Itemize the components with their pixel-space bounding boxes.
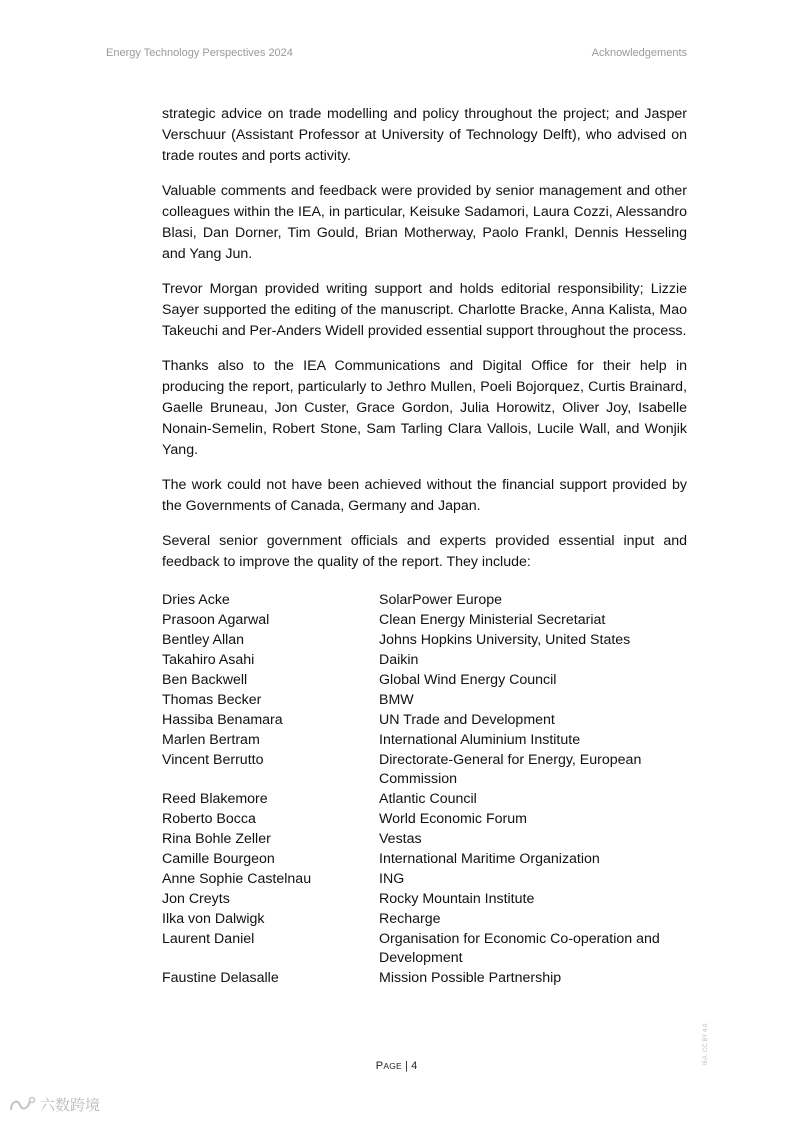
paragraph: The work could not have been achieved without the financial support provided by the Governments of Canada, Germany and Japan.: [162, 477, 687, 514]
paragraph: Thanks also to the IEA Communications and Digital Office for their help in producing the report, particularly to Jethro Mullen, Poeli Bojorquez, Curtis Brainard, Gaelle Bruneau, Jon Custer, Grace Gordon, Julia Horowitz, Oliver Joy, Isabelle Nonain-Semelin, Robert Stone, Sam Tarling Clara Vallois, Lucile Wall, and Wonjik Yang.: [162, 358, 687, 458]
contributor-row: [162, 591, 687, 611]
running-header-title: Energy Technology Perspectives 2024: [106, 47, 293, 59]
contributor-row: [162, 671, 687, 691]
page-number: 4: [411, 1060, 418, 1072]
contributor-name: Roberto Bocca: [162, 811, 256, 827]
contributor-name: Jon Creyts: [162, 891, 230, 907]
contributor-row: [162, 611, 687, 631]
contributor-row: [162, 790, 687, 810]
contributor-row: [162, 910, 687, 930]
paragraph: Valuable comments and feedback were provided by senior management and other colleagues within the IEA, in particular, Keisuke Sadamori, Laura Cozzi, Alessandro Blasi, Dan Dorner, Tim Gould, Brian Motherway, Paolo Frankl, Dennis Hesseling and Yang Jun.: [162, 183, 687, 262]
watermark: [8, 1094, 100, 1115]
contributor-name: Laurent Daniel: [162, 931, 255, 947]
contributor-row: [162, 890, 687, 910]
paragraph: strategic advice on trade modelling and policy throughout the project; and Jasper Verschuur (Assistant Professor at University of Technology Delft), who advised on trade routes and ports activity.: [162, 106, 687, 164]
contributor-name: Thomas Becker: [162, 692, 262, 708]
page-label: PAGE: [375, 1060, 402, 1072]
contributor-row: [162, 850, 687, 870]
running-header-section: Acknowledgements: [591, 47, 687, 59]
contributor-name: Faustine Delasalle: [162, 970, 279, 986]
body-text: [162, 104, 687, 989]
contributor-name: Rina Bohle Zeller: [162, 831, 271, 847]
contributor-name: Dries Acke: [162, 592, 230, 608]
contributor-organisation: SolarPower Europe: [379, 592, 503, 608]
watermark-logo-icon: [8, 1095, 36, 1115]
contributor-name: Ben Backwell: [162, 672, 248, 688]
paragraph: Trevor Morgan provided writing support and holds editorial responsibility; Lizzie Sayer supported the editing of the manuscript. Charlotte Bracke, Anna Kalista, Mao Takeuchi and Per-Anders Widell provided essential support throughout the process.: [162, 281, 687, 339]
watermark-text: 六数跨境: [40, 1097, 101, 1114]
contributor-organisation: World Economic Forum: [379, 811, 527, 827]
contributor-organisation: BMW: [379, 692, 414, 708]
contributor-organisation: Mission Possible Partnership: [379, 970, 562, 986]
contributor-organisation: Recharge: [379, 911, 441, 927]
contributor-name: Bentley Allan: [162, 632, 245, 648]
contributors-table: [162, 591, 687, 989]
page-footer: [0, 1060, 793, 1072]
contributor-organisation: Atlantic Council: [379, 791, 477, 807]
contributor-organisation: International Maritime Organization: [379, 851, 600, 867]
contributor-name: Hassiba Benamara: [162, 712, 283, 728]
contributor-row: [162, 751, 687, 790]
contributor-row: [162, 830, 687, 850]
contributor-organisation: Vestas: [379, 831, 422, 847]
contributor-name: Vincent Berrutto: [162, 752, 264, 768]
contributor-row: [162, 810, 687, 830]
contributor-organisation: Global Wind Energy Council: [379, 672, 557, 688]
contributor-row: [162, 651, 687, 671]
contributor-name: Reed Blakemore: [162, 791, 268, 807]
paragraph: Several senior government officials and experts provided essential input and feedback to improve the quality of the report. They include:: [162, 533, 687, 570]
license-notice: IEA. CC BY 4.0.: [703, 1022, 709, 1065]
contributor-row: [162, 631, 687, 651]
contributor-organisation: Johns Hopkins University, United States: [379, 632, 631, 648]
contributor-row: [162, 870, 687, 890]
contributor-row: [162, 691, 687, 711]
contributor-name: Prasoon Agarwal: [162, 612, 270, 628]
contributor-name: Camille Bourgeon: [162, 851, 275, 867]
contributor-row: [162, 711, 687, 731]
contributor-organisation: Daikin: [379, 652, 419, 668]
contributor-organisation: UN Trade and Development: [379, 712, 555, 728]
contributor-row: [162, 930, 687, 969]
contributor-organisation: ING: [379, 871, 405, 887]
contributor-organisation: Clean Energy Ministerial Secretariat: [379, 612, 606, 628]
contributor-organisation: Rocky Mountain Institute: [379, 891, 535, 907]
contributor-organisation: International Aluminium Institute: [379, 732, 581, 748]
contributor-name: Anne Sophie Castelnau: [162, 871, 312, 887]
contributor-organisation: Directorate-General for Energy, European Commission: [379, 752, 642, 787]
contributor-row: [162, 969, 687, 989]
contributor-name: Takahiro Asahi: [162, 652, 255, 668]
page-separator: |: [405, 1060, 409, 1072]
contributor-name: Ilka von Dalwigk: [162, 911, 265, 927]
contributor-row: [162, 731, 687, 751]
contributor-name: Marlen Bertram: [162, 732, 260, 748]
contributor-organisation: Organisation for Economic Co-operation and Development: [379, 931, 660, 966]
